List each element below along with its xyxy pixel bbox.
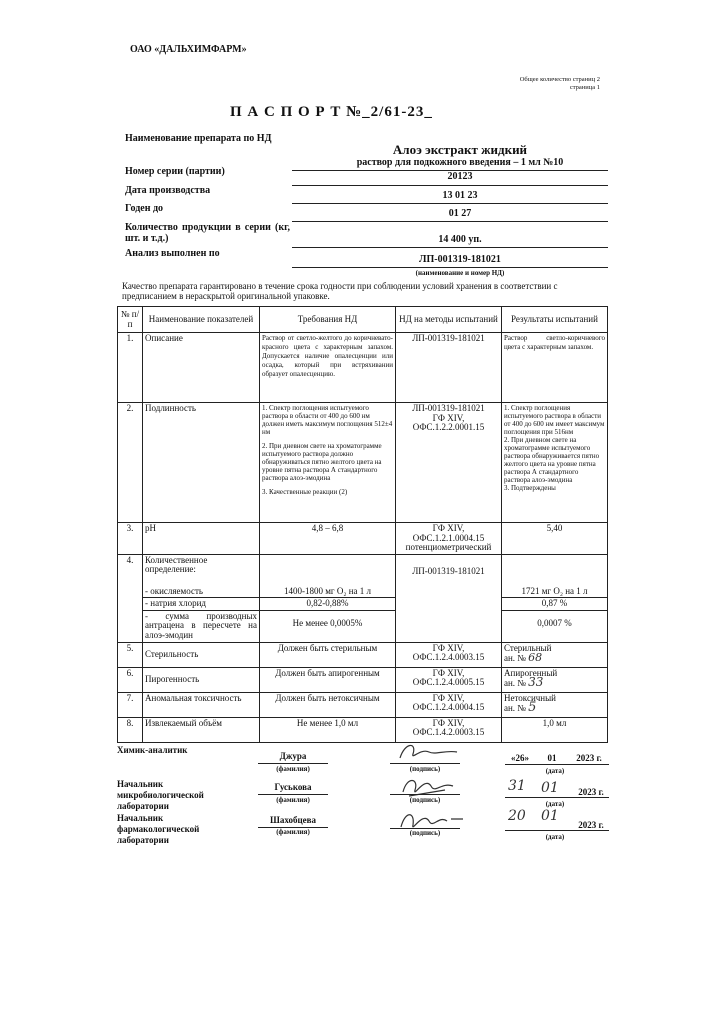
row-result — [502, 692, 608, 717]
header-req: Требования НД — [260, 307, 396, 333]
result-part: 3. Подтверждены — [504, 484, 556, 492]
row-method — [396, 403, 502, 523]
chemist-name: Джура — [279, 751, 307, 761]
table-header-row — [118, 307, 608, 333]
quant-title: Количественное определение: — [145, 554, 208, 574]
analysis-caption: (наименование и номер НД) — [415, 269, 505, 277]
result-text: Стерильный — [504, 642, 552, 653]
date-label: Дата производства — [125, 185, 211, 196]
row-req: 4,8 – 6,8 — [260, 523, 396, 555]
row-req: Должен быть апирогенным — [260, 667, 396, 692]
row-name: Описание — [143, 333, 260, 403]
cl-result: 0,87 % — [502, 597, 607, 610]
analysis-label: Анализ выполнен по — [125, 248, 220, 259]
table-row — [118, 403, 608, 523]
page-count — [500, 76, 600, 92]
micro-month: 01 — [541, 780, 559, 796]
row-name: Аномальная токсичность — [143, 692, 260, 717]
table-row — [118, 523, 608, 555]
expiry-label: Годен до — [125, 203, 164, 214]
row-name — [143, 554, 260, 642]
method-part: ОФС.1.2.4.0003.15 — [412, 652, 485, 662]
product-form: раствор для подкожного введения – 1 мл №10 — [356, 157, 564, 168]
row-req — [260, 642, 396, 667]
table-row — [118, 717, 608, 742]
handwritten-number: 5 — [528, 700, 537, 715]
page-title: П А С П О Р Т №_2/61-23_ — [230, 104, 433, 120]
pharm-month: 01 — [541, 808, 559, 824]
result-part: 2. При дневном свете на хроматограмме испытуемого раствора обнаруживается пятно желтого цвета на уровне пятна раствора А стандартного раствора алоэ-эмодина — [504, 436, 600, 484]
row-req: Не менее 1,0 мл — [260, 717, 396, 742]
pharm-sign-caption: (подпись) — [409, 829, 441, 837]
row-num: 3. — [118, 523, 143, 555]
method-part: ОФС.1.2.2.0001.15 — [412, 422, 485, 432]
method-part: потенциометрический — [405, 542, 492, 552]
result-text: Апирогенный — [504, 667, 558, 678]
result-text: Нетоксичный — [504, 692, 556, 703]
header-name: Наименование показателей — [143, 307, 260, 333]
ox-req: 1400-1800 мг О₂ на 1 л — [283, 585, 372, 596]
method-part: ОФС.1.2.4.0005.15 — [412, 677, 485, 687]
row-num: 2. — [118, 403, 143, 523]
method-part: ГФ XIV, — [432, 412, 465, 423]
row-method — [396, 523, 502, 555]
method-part: ОФС.1.2.4.0004.15 — [412, 702, 485, 712]
req-text: Должен быть стерильным — [277, 642, 378, 653]
pharm-year: 2023 г. — [578, 820, 604, 830]
row-req — [260, 403, 396, 523]
table-row — [118, 667, 608, 692]
method-part: ГФ XIV, — [432, 642, 465, 653]
result-part: 1. Спектр поглощения испытуемого раствора в области от 400 до 600 нм имеет максимум поглощения при 516нм — [504, 404, 605, 436]
micro-year: 2023 г. — [578, 787, 604, 797]
ox-name: - окисляемость — [145, 585, 204, 596]
ant-name: - сумма производных антрацена в пересчете на алоэ-эмодин — [145, 610, 257, 640]
micro-name: Гуськова — [274, 782, 312, 792]
handwritten-number: 33 — [528, 675, 544, 689]
product-name: Алоэ экстракт жидкий — [392, 142, 528, 157]
row-result: 1,0 мл — [502, 717, 608, 742]
micro-day: 31 — [508, 778, 526, 794]
date-value: 13 01 23 — [442, 190, 478, 201]
row-req — [260, 554, 396, 642]
row-req: Раствор от светло-желтого до коричневато-красного цвета с характерным запахом. Допускается наличие опалесценции или осадка, который при встряхивании образует опалесценцию. — [260, 333, 396, 403]
micro-title: Начальник микробиологической лаборатории — [117, 779, 204, 811]
method-part: ГФ XIV, — [432, 523, 465, 533]
method-part: ОФС.1.4.2.0003.15 — [412, 727, 485, 737]
row-name: Пирогенность — [143, 667, 260, 692]
chemist-signature — [395, 740, 465, 764]
row-result — [502, 403, 608, 523]
row-result: 5,40 — [502, 523, 608, 555]
table-row — [118, 333, 608, 403]
row-method — [396, 642, 502, 667]
req-part: 2. При дневном свете на хроматограмме испытуемого раствора должно обнаруживаться пятно желтого цвета на уровне пятна раствора А стандартного раствора алоэ-эмодина — [262, 442, 382, 482]
chemist-day: «26» — [511, 753, 529, 763]
pharm-name: Шахобцева — [269, 815, 317, 825]
chemist-date-caption: (дата) — [545, 767, 565, 775]
row-name: Стерильность — [143, 642, 260, 667]
pharm-title: Начальник фармакологической лаборатории — [117, 813, 200, 845]
result-an: ан. № — [504, 678, 526, 688]
result-an: ан. № — [504, 653, 526, 663]
row-num: 4. — [118, 554, 143, 642]
pharm-day: 20 — [508, 808, 526, 824]
header-num: № п/п — [118, 307, 143, 333]
micro-sign-caption: (подпись) — [409, 796, 441, 804]
cl-name: - натрия хлорид — [143, 597, 259, 610]
row-num: 6. — [118, 667, 143, 692]
chemist-sign-caption: (подпись) — [409, 765, 441, 773]
row-num: 8. — [118, 717, 143, 742]
qty-value: 14 400 уп. — [438, 234, 482, 245]
micro-name-caption: (фамилия) — [276, 796, 310, 804]
row-name: pH — [143, 523, 260, 555]
page-total: Общее количество страниц 2 — [519, 76, 600, 83]
micro-date-caption: (дата) — [545, 800, 565, 808]
chemist-title: Химик-аналитик — [117, 745, 188, 755]
row-method — [396, 692, 502, 717]
row-num: 1. — [118, 333, 143, 403]
series-value: 20123 — [447, 171, 473, 182]
row-method: ЛП-001319-181021 — [396, 333, 502, 403]
method-part: ГФ XIV, — [432, 667, 465, 678]
header-method: НД на методы испытаний — [396, 307, 502, 333]
result-an: ан. № — [504, 703, 526, 713]
chemist-month: 01 — [547, 753, 557, 763]
row-req: Должен быть нетоксичным — [260, 692, 396, 717]
handwritten-number: 68 — [528, 651, 543, 664]
table-row — [118, 642, 608, 667]
results-table — [117, 306, 608, 743]
row-name: Извлекаемый объём — [143, 717, 260, 742]
req-part: 1. Спектр поглощения испытуемого раствора в области от 400 до 600 нм должен иметь максимум поглощения 512±4 нм — [262, 404, 393, 436]
name-label: Наименование препарата по НД — [125, 133, 272, 144]
method-part: ЛП-001319-181021 — [412, 403, 485, 413]
expiry-value: 01 27 — [448, 208, 472, 219]
chemist-year: 2023 г. — [576, 753, 602, 763]
chemist-name-caption: (фамилия) — [276, 765, 310, 773]
row-result — [502, 642, 608, 667]
method-part: ГФ XIV, — [432, 717, 465, 728]
row-result: Раствор светло-коричневого цвета с характерным запахом. — [502, 333, 608, 403]
pharm-date-caption: (дата) — [545, 833, 565, 841]
table-row — [118, 554, 608, 642]
page-current: страница 1 — [569, 84, 600, 91]
header-result: Результаты испытаний — [502, 307, 608, 333]
row-method — [396, 667, 502, 692]
method-part: ГФ XIV, — [432, 692, 465, 703]
cl-req: 0,82-0,88% — [260, 597, 395, 610]
ant-req: Не менее 0,0005% — [260, 610, 395, 637]
series-label: Номер серии (партии) — [125, 166, 225, 177]
method-part: ОФС.1.2.1.0004.15 — [412, 532, 485, 543]
row-name: Подлинность — [143, 403, 260, 523]
row-num: 5. — [118, 642, 143, 667]
ox-result: 1721 мг О₂ на 1 л — [521, 585, 588, 596]
row-num: 7. — [118, 692, 143, 717]
guarantee-text: Качество препарата гарантировано в течение срока годности при соблюдении условий хранения в соответствии с предписанием в нераскрытой оригинальной упаковке. — [122, 281, 558, 301]
row-result — [502, 554, 608, 642]
pharm-name-caption: (фамилия) — [276, 828, 310, 836]
row-result — [502, 667, 608, 692]
table-row — [118, 692, 608, 717]
analysis-value: ЛП-001319-181021 — [419, 254, 501, 265]
organization-name: ОАО «ДАЛЬХИМФАРМ» — [130, 44, 247, 55]
ant-result: 0,0007 % — [502, 610, 607, 637]
req-part: 3. Качественные реакции (2) — [262, 488, 348, 496]
qty-label: Количество продукции в серии (кг, шт. и т.д.) — [125, 222, 290, 244]
row-method — [396, 717, 502, 742]
row-method: ЛП-001319-181021 — [396, 554, 502, 642]
